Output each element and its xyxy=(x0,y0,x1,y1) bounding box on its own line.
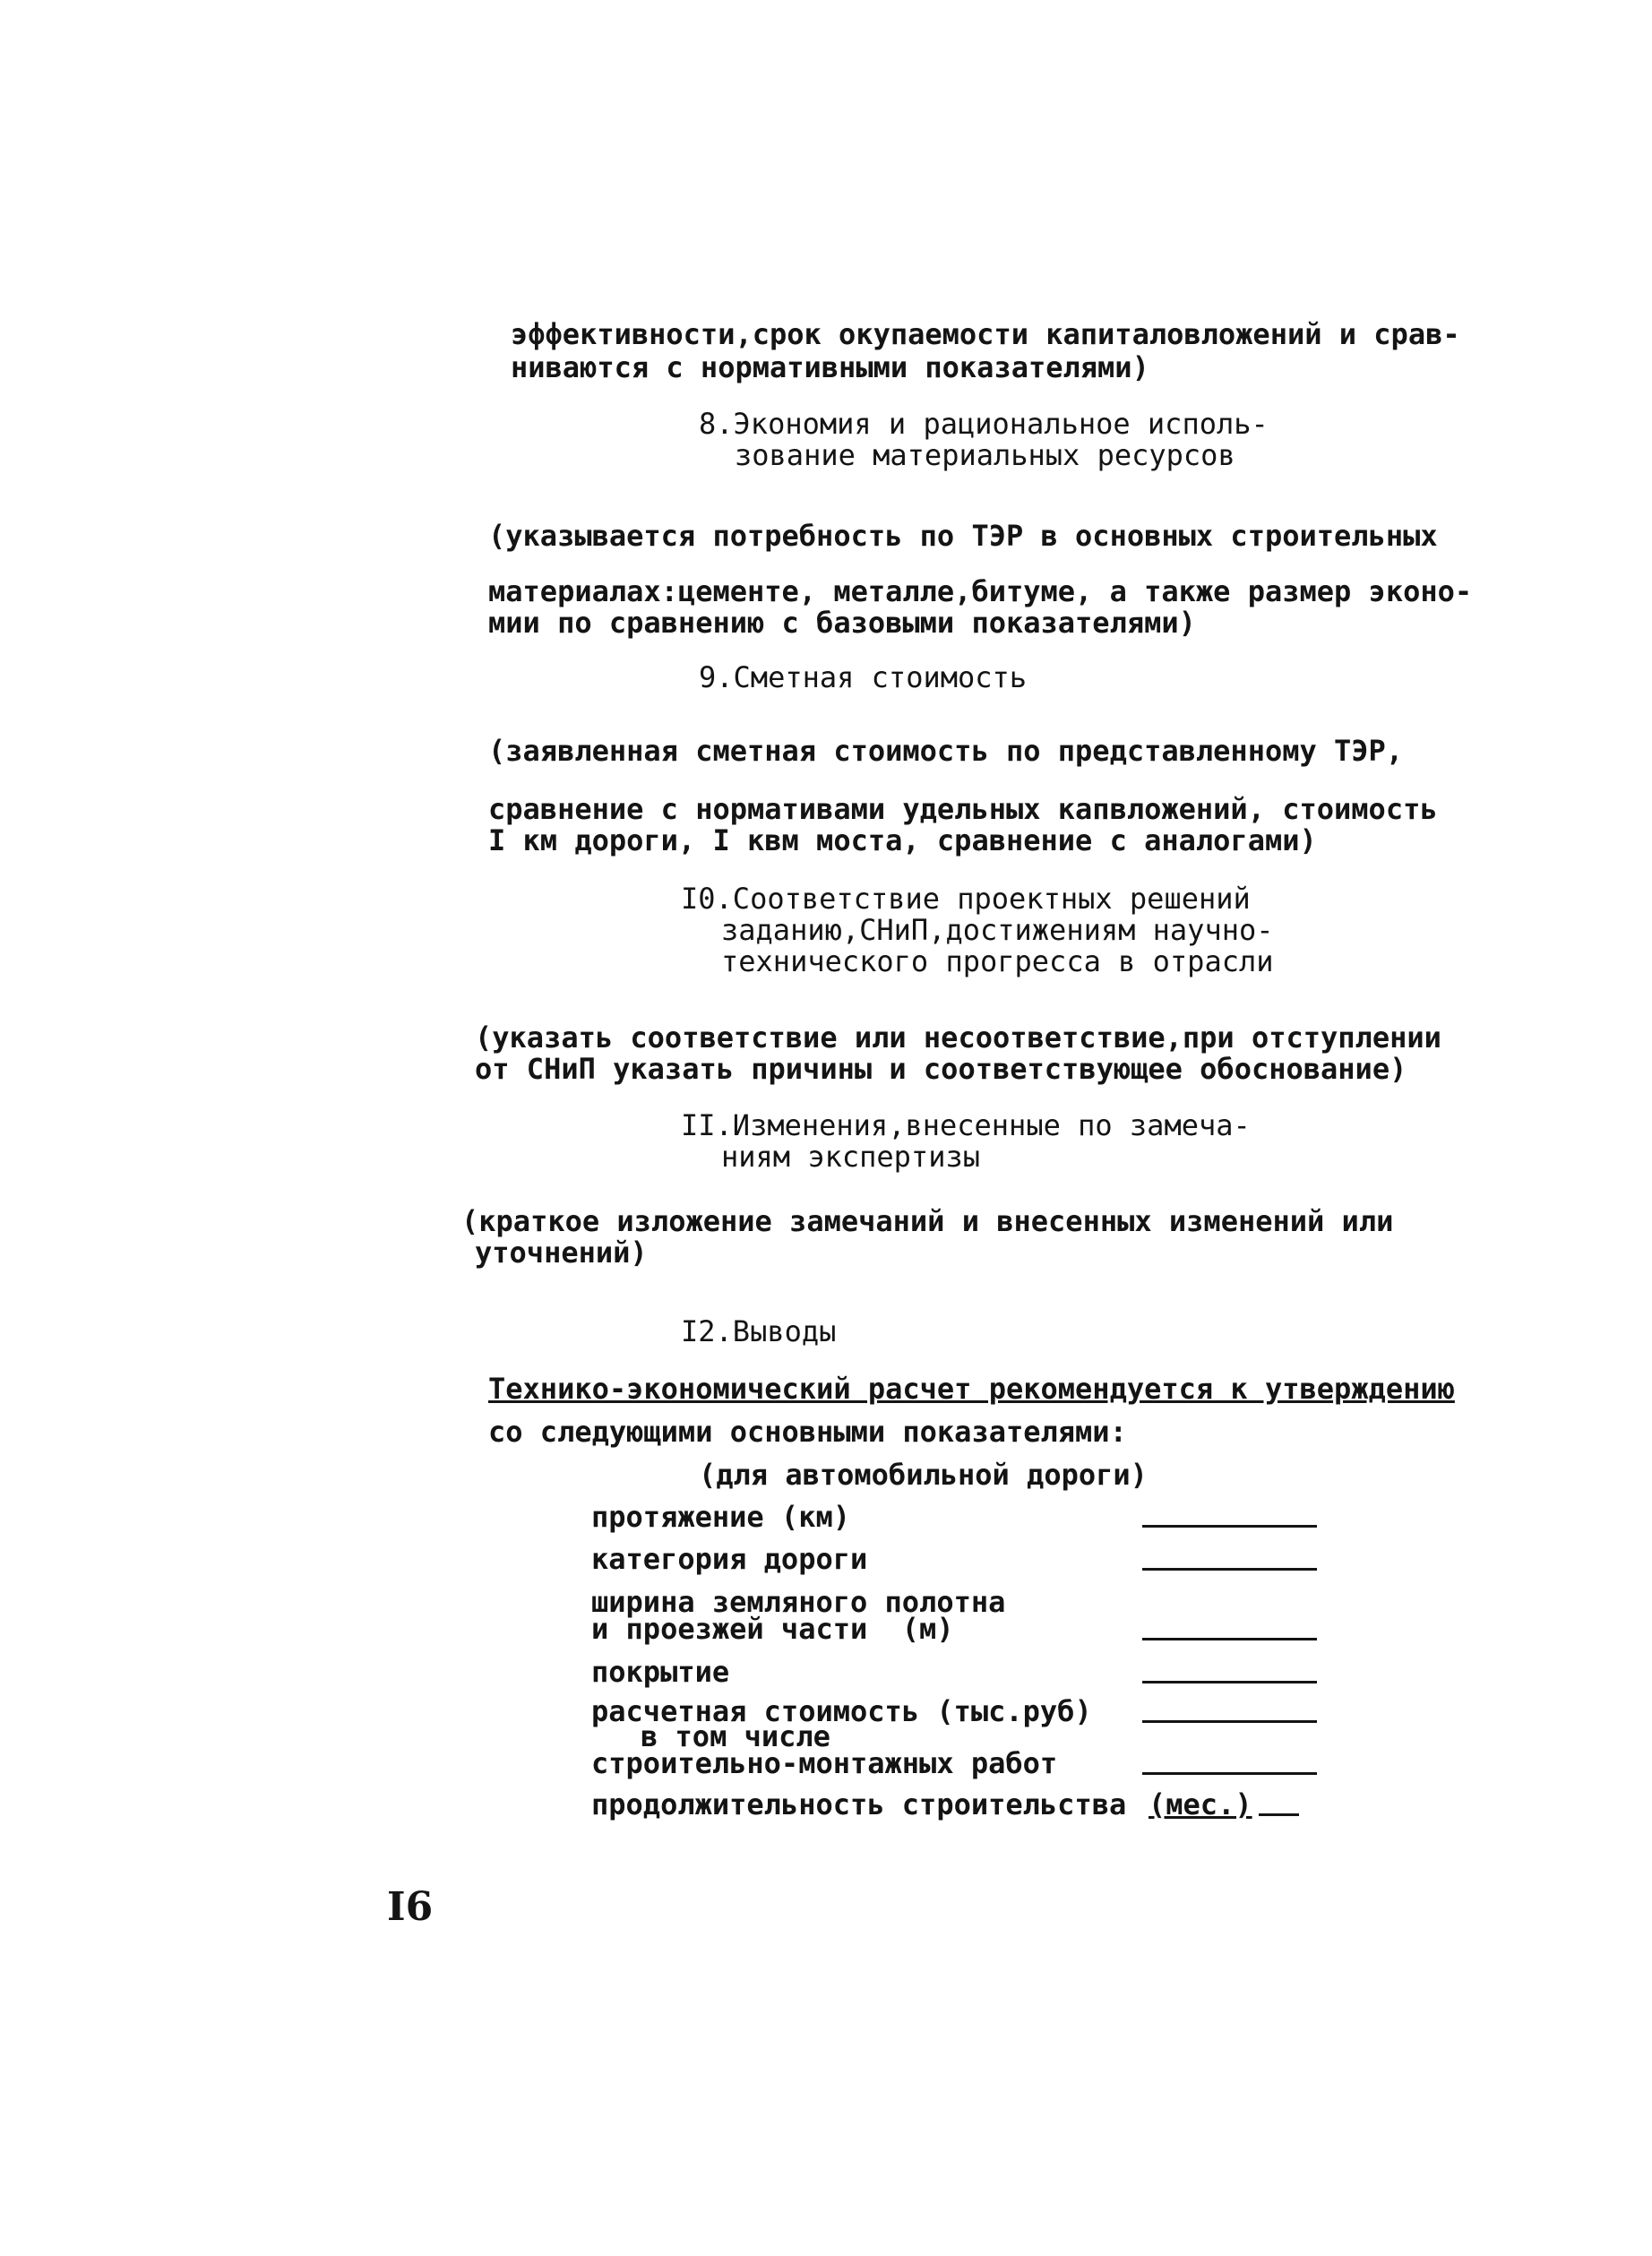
section-11-note-line-1: (краткое изложение замечаний и внесенных изменений или xyxy=(461,1204,1394,1238)
conclusion-line-2: со следующими основными показателями: xyxy=(488,1415,1127,1449)
section-8-heading-line-2: зование материальных ресурсов xyxy=(735,438,1235,472)
indicator-cost-label-line-3: строительно-монтажных работ xyxy=(591,1746,1058,1780)
indicator-category-blank xyxy=(1142,1568,1317,1571)
section-8-note-line-1: (указывается потребность по ТЭР в основных строительных xyxy=(488,519,1438,553)
indicator-smr-blank xyxy=(1142,1772,1317,1775)
indicator-duration-blank xyxy=(1259,1813,1299,1816)
indicator-width-label-line-2: и проезжей части (м) xyxy=(591,1612,954,1646)
indicator-surface-label: покрытие xyxy=(591,1655,730,1689)
indicator-duration-unit: (мес.) xyxy=(1149,1787,1252,1821)
conclusion-line-1: Технико-экономический расчет рекомендуется к утверждению xyxy=(488,1372,1455,1406)
section-9-note-line-2: сравнение с нормативами удельных капвложений, стоимость xyxy=(488,792,1438,826)
section-11-heading-line-2: ниям экспертизы xyxy=(721,1140,980,1174)
indicator-length-blank xyxy=(1142,1525,1317,1528)
section-8-note-line-2: материалах:цементе, металле,битуме, а также размер эконо- xyxy=(488,574,1473,608)
section-9-heading: 9.Сметная стоимость xyxy=(699,660,1028,694)
intro-line-1: эффективности,срок окупаемости капиталовложений и срав- xyxy=(511,317,1460,351)
indicator-width-blank xyxy=(1142,1638,1317,1640)
section-12-heading: I2.Выводы xyxy=(681,1314,837,1348)
indicator-cost-label-line-2: в том числе xyxy=(641,1719,830,1753)
section-10-heading-line-2: заданию,СНиП,достижениям научно- xyxy=(721,913,1274,947)
conclusion-subtitle: (для автомобильной дороги) xyxy=(699,1458,1148,1492)
section-8-note-line-3: мии по сравнению с базовыми показателями) xyxy=(488,606,1196,640)
section-11-note-line-2: уточнений) xyxy=(475,1236,648,1270)
page-number: I6 xyxy=(387,1884,434,1930)
indicator-width-label-line-1: ширина земляного полотна xyxy=(591,1585,1006,1619)
indicator-duration-label: продолжительность строительства xyxy=(591,1787,1127,1821)
section-9-note-line-3: I км дороги, I квм моста, сравнение с аналогами) xyxy=(488,823,1317,857)
section-10-heading-line-1: I0.Соответствие проектных решений xyxy=(681,882,1251,916)
indicator-cost-blank xyxy=(1142,1720,1317,1723)
section-9-note-line-1: (заявленная сметная стоимость по представленному ТЭР, xyxy=(488,734,1404,768)
indicator-length-label: протяжение (км) xyxy=(591,1500,850,1534)
intro-line-2: ниваются с нормативными показателями) xyxy=(511,350,1149,384)
section-10-note-line-2: от СНиП указать причины и соответствующее обоснование) xyxy=(475,1052,1407,1086)
section-10-note-line-1: (указать соответствие или несоответствие,при отступлении xyxy=(475,1020,1441,1055)
section-11-heading-line-1: II.Изменения,внесенные по замеча- xyxy=(681,1108,1251,1142)
indicator-cost-label-line-1: расчетная стоимость (тыс.руб) xyxy=(591,1694,1092,1728)
section-8-heading-line-1: 8.Экономия и рациональное исполь- xyxy=(699,407,1269,441)
indicator-surface-blank xyxy=(1142,1681,1317,1683)
section-10-heading-line-3: технического прогресса в отрасли xyxy=(721,944,1274,978)
indicator-category-label: категория дороги xyxy=(591,1542,868,1576)
